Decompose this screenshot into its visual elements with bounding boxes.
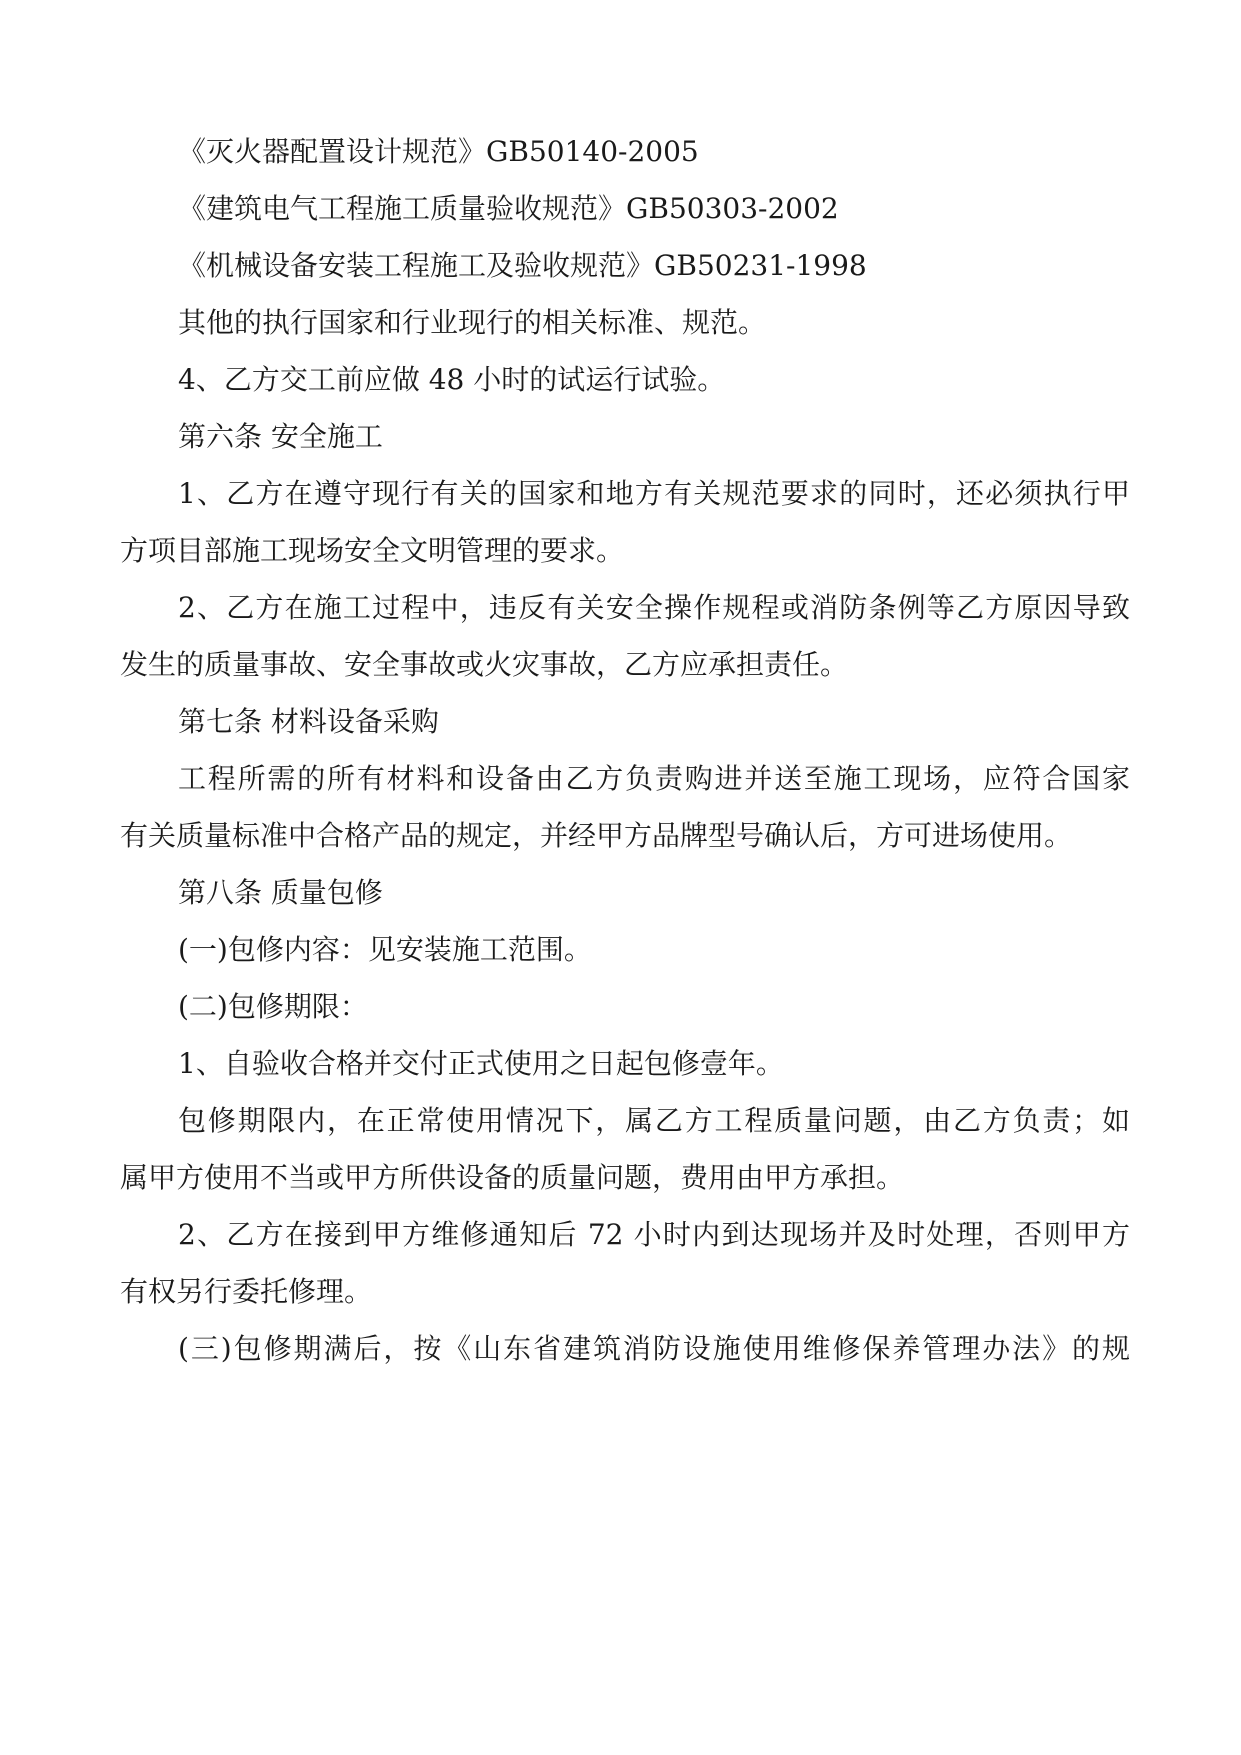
standard-reference-fire-extinguisher: 《灭火器配置设计规范》GB50140-2005 bbox=[178, 135, 699, 168]
paragraph-safety-1-line-2: 方项目部施工现场安全文明管理的要求。 bbox=[120, 534, 625, 567]
paragraph-safety-2-line-2: 发生的质量事故、安全事故或火灾事故，乙方应承担责任。 bbox=[120, 648, 849, 681]
standard-reference-mechanical: 《机械设备安装工程施工及验收规范》GB50231-1998 bbox=[178, 249, 867, 282]
paragraph-safety-2-line-1: 2、乙方在施工过程中，违反有关安全操作规程或消防条例等乙方原因导致 bbox=[178, 591, 1130, 624]
paragraph-warranty-responsibility-line-2: 属甲方使用不当或甲方所供设备的质量问题，费用由甲方承担。 bbox=[120, 1161, 905, 1194]
heading-article-6: 第六条 安全施工 bbox=[178, 420, 383, 453]
paragraph-trial-run: 4、乙方交工前应做 48 小时的试运行试验。 bbox=[178, 363, 726, 396]
heading-article-8: 第八条 质量包修 bbox=[178, 876, 383, 909]
paragraph-warranty-one-year: 1、自验收合格并交付正式使用之日起包修壹年。 bbox=[178, 1047, 784, 1080]
paragraph-repair-response-line-1: 2、乙方在接到甲方维修通知后 72 小时内到达现场并及时处理，否则甲方 bbox=[178, 1218, 1130, 1251]
paragraph-safety-1-line-1: 1、乙方在遵守现行有关的国家和地方有关规范要求的同时，还必须执行甲 bbox=[178, 477, 1130, 510]
paragraph-warranty-responsibility-line-1: 包修期限内，在正常使用情况下，属乙方工程质量问题，由乙方负责；如 bbox=[178, 1104, 1130, 1137]
paragraph-after-warranty: (三)包修期满后，按《山东省建筑消防设施使用维修保养管理办法》的规 bbox=[178, 1332, 1130, 1365]
paragraph-repair-response-line-2: 有权另行委托修理。 bbox=[120, 1275, 373, 1308]
heading-article-7: 第七条 材料设备采购 bbox=[178, 705, 439, 738]
paragraph-procurement-line-1: 工程所需的所有材料和设备由乙方负责购进并送至施工现场，应符合国家 bbox=[178, 762, 1130, 795]
paragraph-other-standards: 其他的执行国家和行业现行的相关标准、规范。 bbox=[178, 306, 767, 339]
paragraph-warranty-period: (二)包修期限： bbox=[178, 990, 368, 1023]
standard-reference-electrical: 《建筑电气工程施工质量验收规范》GB50303-2002 bbox=[178, 192, 839, 225]
paragraph-warranty-scope: (一)包修内容：见安装施工范围。 bbox=[178, 933, 592, 966]
paragraph-procurement-line-2: 有关质量标准中合格产品的规定，并经甲方品牌型号确认后，方可进场使用。 bbox=[120, 819, 1073, 852]
